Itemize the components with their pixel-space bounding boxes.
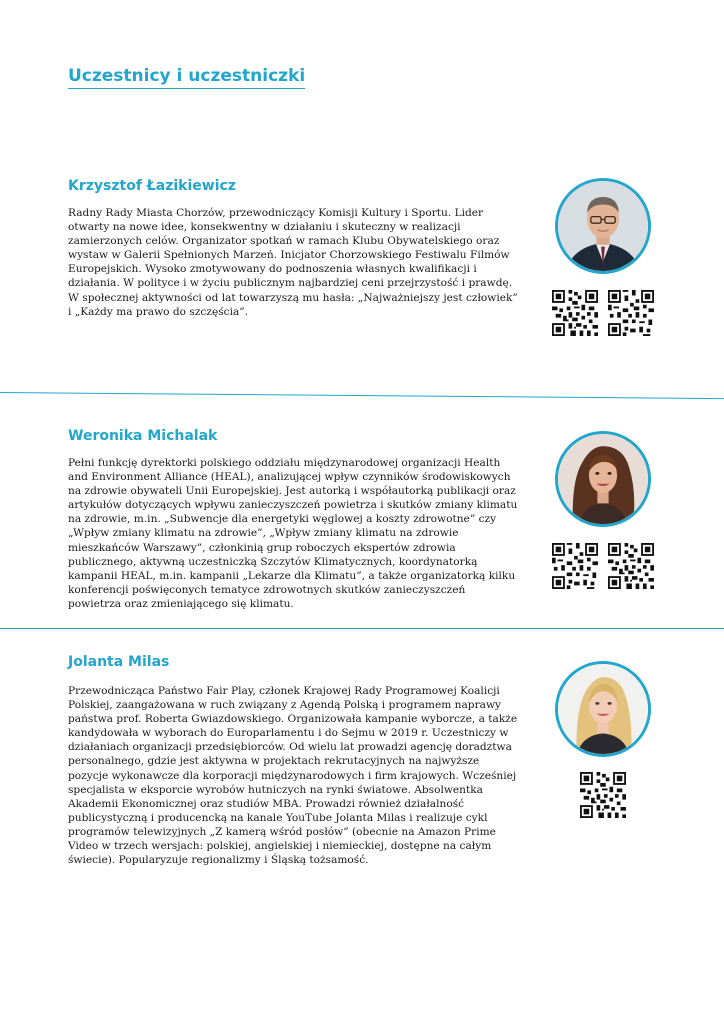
participant-bio: Przewodnicząca Państwo Fair Play, członek Krajowej Rady Programowej Koalicji Polskiej, zaangażowana w ruch związany z Agendą Polską i programem naprawy państwa prof. Roberta Gwiazdowskiego. Organizowała kampanie wyborcze, a także kandydowała w wyborach do Europarlamentu i do Sejmu w 2019 r. Uczestniczy w działaniach organizacji przedsiębiorców. Od wielu lat prowadzi agencję doradztwa personalnego, gdzie jest aktywna w projektach rekrutacyjnych na najwyższe pozycje wykonawcze dla korporacji międzynarodowych i firm krajowych. Wcześniej specjalista w eksporcie wyrobów hutniczych na rynki światowe. Absolwentka Akademii Ekonomicznej oraz studiów MBA. Prowadzi również działalność publicystyczną i producencką na kanale YouTube Jolanta Milas i realizuje cykl programów telewizyjnych „Z kamerą wśród posłów” (obecnie na Amazon Prime Video w trzech wersjach: polskiej, angielskiej i niemieckiej, dostępne na całym świecie). Popularyzuje regionalizmy i Śląską tożsamość. [68, 685, 518, 867]
section-divider [0, 392, 724, 399]
portrait-woman-dark-hair-icon [555, 431, 651, 527]
participant-name: Jolanta Milas [68, 654, 170, 670]
qr-code-icon[interactable] [552, 290, 598, 336]
participant-bio: Pełni funkcję dyrektorki polskiego oddziału międzynarodowej organizacji Health and Environment Alliance (HEAL), analizującej wpływ czynników środowiskowych na zdrowie obywateli Unii Europejskiej. Jest autorką i współautorką publikacji oraz artykułów dotyczących wpływu zanieczyszczeń powietrza i skutków zmiany klimatu na zdrowie, m.in. „Subwencje dla energetyki węglowej a koszty zdrowotne” czy „Wpływ zmiany klimatu na zdrowie”, „Wpływ zmiany klimatu na zdrowie mieszkańców Warszawy”, członkinią grup roboczych ekspertów zdrowia publicznego, aktywną uczestniczką Szczytów Klimatycznych, koordynatorką kampanii HEAL, m.in. kampanii „Lekarze dla Klimatu”, a także organizatorką kilku konferencji poświęconych tematyce zdrowotnych skutków zanieczyszczeń powietrza oraz zmieniającego się klimatu. [68, 457, 518, 610]
portrait-man-glasses-icon [555, 178, 651, 274]
qr-code-icon[interactable] [608, 543, 654, 589]
qr-code-icon[interactable] [552, 543, 598, 589]
qr-code-icon[interactable] [608, 290, 654, 336]
participant-bio: Radny Rady Miasta Chorzów, przewodniczący Komisji Kultury i Sportu. Lider otwarty na nowe idee, konsekwentny w działaniu i skuteczny w realizacji zamierzonych celów. Organizator spotkań w ramach Klubu Obywatelskiego oraz wystaw w Galerii Spełnionych Marzeń. Inicjator Chorzowskiego Festiwalu Filmów Europejskich. Wysoko zmotywowany do podnoszenia własnych kwalifikacji i działania. W polityce i w życiu publicznym najbardziej ceni przejrzystość i prawdę. W społecznej aktywności od lat towarzyszą mu hasła: „Najważniejszy jest człowiek” i „Każdy ma prawo do szczęścia”. [68, 207, 518, 318]
participant-name: Krzysztof Łazikiewicz [68, 178, 236, 194]
section-divider [0, 628, 724, 629]
page-title: Uczestnicy i uczestniczki [68, 66, 305, 89]
participant-name: Weronika Michalak [68, 428, 218, 444]
portrait-woman-blonde-icon [555, 661, 651, 757]
qr-code-icon[interactable] [580, 772, 626, 818]
